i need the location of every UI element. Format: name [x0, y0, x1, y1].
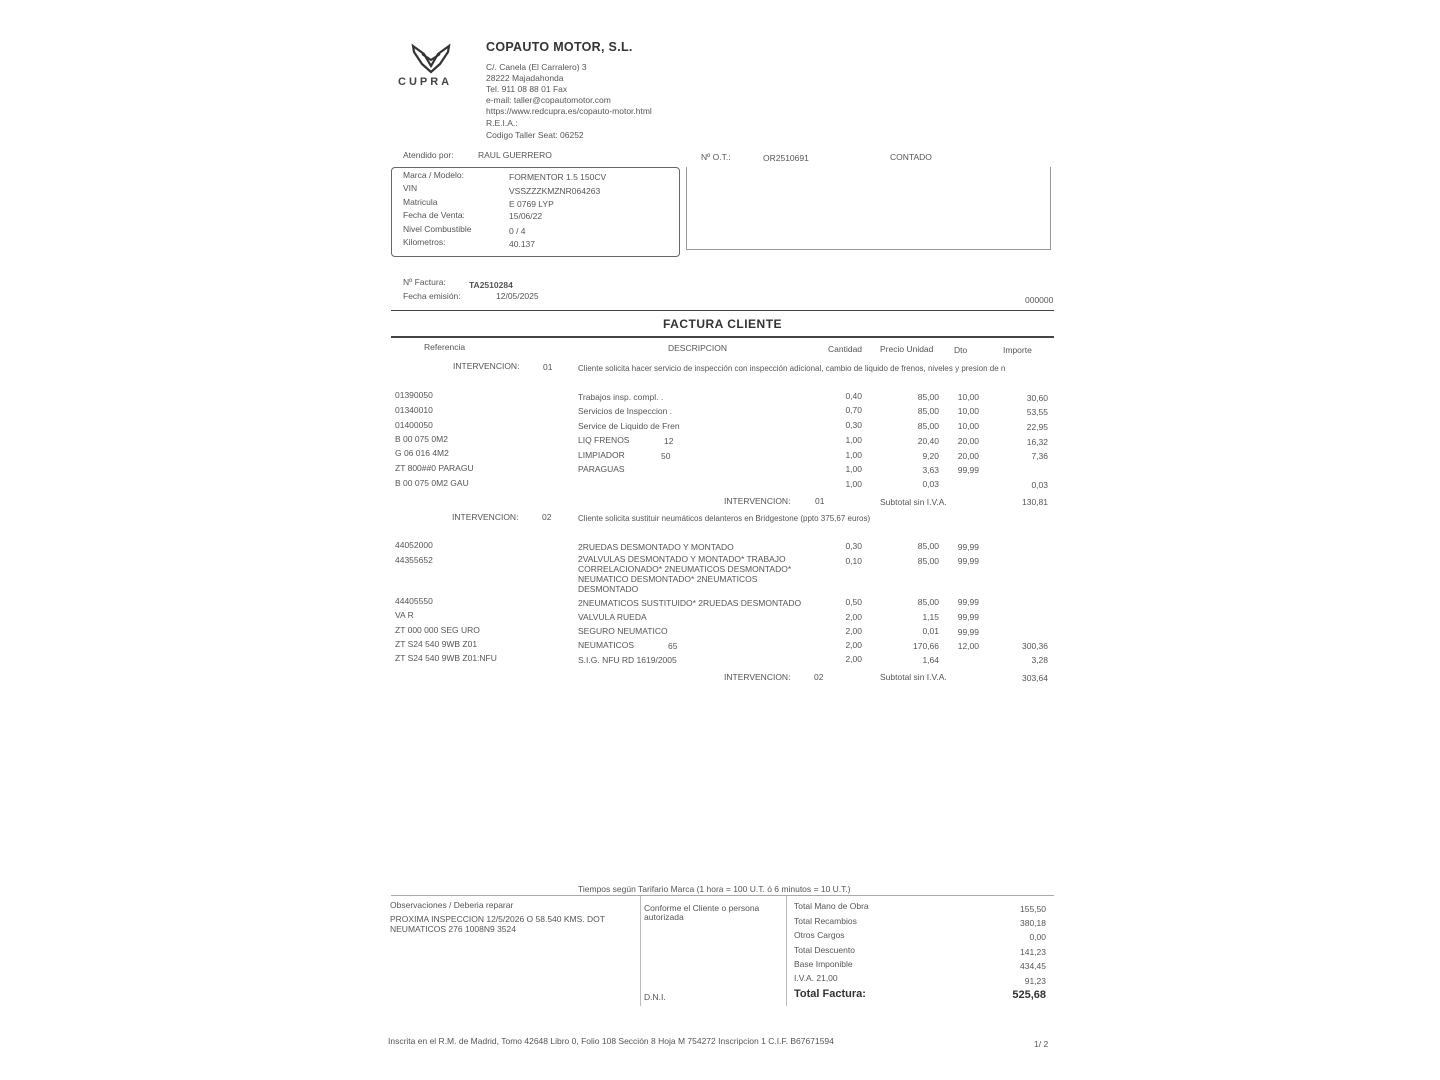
row-desc: S.I.G. NFU RD 1619/2005	[578, 655, 677, 665]
row-qty: 1,00	[845, 435, 862, 445]
total-label: Otros Cargos	[794, 930, 845, 940]
page-number: 1/ 2	[1034, 1039, 1049, 1049]
row-extra: 50	[661, 451, 671, 461]
order-value: OR2510691	[763, 153, 809, 163]
row-price: 85,00	[917, 597, 939, 607]
row-desc: VALVULA RUEDA	[578, 612, 647, 622]
company-line: e-mail: taller@copautomotor.com	[486, 95, 611, 105]
row-desc: PARAGUAS	[578, 464, 625, 474]
row-disc: 99,99	[957, 612, 979, 622]
row-ref: 01390050	[395, 390, 433, 400]
total-value: 434,45	[1020, 961, 1046, 971]
row-extra: 12	[664, 436, 674, 446]
subtotal-intervention-label: INTERVENCION:	[724, 496, 791, 506]
row-qty: 1,00	[845, 450, 862, 460]
footer-top-rule	[391, 895, 1054, 896]
company-line: R.E.I.A.:	[486, 118, 518, 128]
row-disc: 10,00	[957, 392, 979, 402]
subtotal-intervention-label: INTERVENCION:	[724, 672, 791, 682]
invoice-date-label: Fecha emisión:	[403, 291, 461, 301]
row-price: 9,20	[922, 451, 939, 461]
invoice-number: TA2510284	[469, 280, 513, 290]
row-amount: 300,36	[1022, 641, 1048, 651]
row-ref: 01400050	[395, 420, 433, 430]
row-amount: 53,55	[1026, 407, 1048, 417]
vehicle-value: 0 / 4	[509, 226, 526, 236]
row-disc: 99,99	[957, 627, 979, 637]
row-amount: 22,95	[1026, 422, 1048, 432]
row-disc: 99,99	[957, 556, 979, 566]
row-qty: 0,30	[845, 541, 862, 551]
row-qty: 1,00	[845, 479, 862, 489]
row-price: 85,00	[917, 406, 939, 416]
vehicle-value: FORMENTOR 1.5 150CV	[509, 172, 607, 182]
title-bottom-rule	[391, 336, 1054, 338]
company-line: Tel. 911 08 88 01 Fax	[486, 84, 568, 94]
row-price: 85,00	[917, 421, 939, 431]
cupra-logo-icon	[396, 42, 466, 74]
legal-footer: Inscrita en el R.M. de Madrid, Tomo 42648 Libro 0, Folio 108 Sección 8 Hoja M 754272 Inscripcion 1 C.I.F. B67671594	[388, 1036, 834, 1046]
row-desc: Trabajos insp. compl. .	[578, 392, 664, 402]
row-extra: 65	[668, 641, 678, 651]
company-name: COPAUTO MOTOR, S.L.	[486, 40, 633, 54]
intervention-label: INTERVENCION:	[453, 361, 520, 371]
row-price: 170,66	[913, 641, 939, 651]
header-ref: Referencia	[424, 342, 466, 352]
total-label: Total Mano de Obra	[794, 901, 869, 911]
row-ref: 01340010	[395, 405, 433, 415]
header-desc: DESCRIPCION	[668, 343, 728, 353]
conformity-line: autorizada	[644, 912, 684, 922]
row-qty: 0,30	[845, 420, 862, 430]
header-price: Precio Unidad	[880, 344, 934, 354]
subtotal-label: Subtotal sin I.V.A.	[880, 672, 947, 682]
payment-type: CONTADO	[890, 152, 932, 162]
row-ref: ZT S24 540 9WB Z01	[395, 639, 478, 649]
order-label: Nº O.T.:	[701, 152, 731, 162]
vehicle-label: Marca / Modelo:	[403, 170, 464, 180]
subtotal-value: 130,81	[1022, 497, 1048, 507]
row-ref: ZT 000 000 SEG URO	[395, 625, 480, 635]
row-price: 0,01	[922, 626, 939, 636]
total-value: 141,23	[1020, 947, 1046, 957]
row-price: 85,00	[917, 556, 939, 566]
company-line: 28222 Majadahonda	[486, 73, 564, 83]
client-box	[686, 167, 1051, 250]
row-price: 20,40	[917, 436, 939, 446]
intervention-number: 01	[543, 362, 553, 372]
vehicle-value: VSSZZZKMZNR064263	[509, 186, 601, 196]
dni-label: D.N.I.	[644, 992, 666, 1002]
row-amount: 3,28	[1031, 655, 1048, 665]
row-amount: 0,03	[1031, 480, 1048, 490]
row-ref: ZT S24 540 9WB Z01:NFU	[395, 653, 497, 663]
company-line: C/. Canela (El Carralero) 3	[486, 62, 587, 72]
row-price: 1,64	[922, 655, 939, 665]
row-amount: 30,60	[1026, 393, 1048, 403]
vehicle-value: 15/06/22	[509, 211, 543, 221]
row-desc: NEUMATICOS	[578, 640, 635, 650]
total-value: 380,18	[1020, 918, 1046, 928]
row-qty: 2,00	[845, 654, 862, 664]
attended-value: RAUL GUERRERO	[478, 150, 552, 160]
conformity-line: Conforme el Cliente o persona	[644, 903, 760, 913]
total-value: 155,50	[1020, 904, 1046, 914]
subtotal-label: Subtotal sin I.V.A.	[880, 497, 947, 507]
total-label: Total Descuento	[794, 945, 855, 955]
vehicle-label: Matricula	[403, 197, 438, 207]
row-desc: Service de Liquido de Fren	[578, 421, 680, 431]
row-qty: 0,70	[845, 405, 862, 415]
row-ref: 44052000	[395, 540, 433, 550]
tariff-note: Tiempos según Tarifario Marca (1 hora = 100 U.T. ó 6 minutos = 10 U.T.)	[578, 884, 851, 894]
row-disc: 20,00	[957, 436, 979, 446]
row-desc: 2NEUMATICOS SUSTITUIDO* 2RUEDAS DESMONTADO	[578, 598, 802, 608]
total-value: 0,00	[1029, 932, 1046, 942]
title-top-rule	[391, 310, 1054, 311]
row-qty: 0,40	[845, 391, 862, 401]
row-qty: 1,00	[845, 464, 862, 474]
row-price: 0,03	[922, 479, 939, 489]
row-disc: 99,99	[957, 542, 979, 552]
row-price: 3,63	[922, 465, 939, 475]
row-qty: 2,00	[845, 626, 862, 636]
row-disc: 20,00	[957, 451, 979, 461]
vehicle-label: Kilometros:	[403, 237, 446, 247]
total-value: 91,23	[1024, 976, 1046, 986]
invoice-date: 12/05/2025	[496, 291, 539, 301]
grand-total-label: Total Factura:	[794, 988, 866, 1000]
total-label: Base Imponible	[794, 959, 853, 969]
row-disc: 10,00	[957, 421, 979, 431]
vehicle-label: VIN	[403, 183, 418, 193]
header-qty: Cantidad	[828, 344, 863, 354]
row-qty: 0,10	[845, 556, 862, 566]
company-line: Codigo Taller Seat: 06252	[486, 130, 584, 140]
row-desc: 2VALVULAS DESMONTADO Y MONTADO* TRABAJO CORRELACIONADO* 2NEUMATICOS DESMONTADO* NEUMATICO DESMONTADO* 2NEUMATICOS DESMONTADO	[578, 554, 792, 594]
total-label: Total Recambios	[794, 916, 857, 926]
company-line: https://www.redcupra.es/copauto-motor.html	[486, 106, 652, 116]
header-disc: Dto	[954, 345, 968, 355]
logo-brand-text: CUPRA	[398, 76, 453, 88]
row-ref: G 06 016 4M2	[395, 448, 449, 458]
cupra-logo	[396, 42, 466, 90]
row-desc: 2RUEDAS DESMONTADO Y MONTADO	[578, 542, 734, 552]
intervention-description: Cliente solicita hacer servicio de inspección con inspección adicional, cambio de liquido de frenos, niveles y presion de n	[578, 364, 1006, 373]
row-amount: 7,36	[1031, 451, 1048, 461]
subtotal-value: 303,64	[1022, 673, 1048, 683]
row-desc: LIQ FRENOS	[578, 435, 630, 445]
intervention-label: INTERVENCION:	[452, 512, 519, 522]
row-ref: B 00 075 0M2	[395, 434, 448, 444]
vehicle-value: E 0769 LYP	[509, 199, 554, 209]
row-ref: 44355652	[395, 555, 433, 565]
row-price: 85,00	[917, 541, 939, 551]
row-price: 85,00	[917, 392, 939, 402]
vehicle-label: Fecha de Venta:	[403, 210, 465, 220]
row-ref: ZT 800##0 PARAGU	[395, 463, 474, 473]
row-qty: 0,50	[845, 597, 862, 607]
row-qty: 2,00	[845, 640, 862, 650]
row-desc: SEGURO NEUMATICO	[578, 626, 668, 636]
observations-line: NEUMATICOS 276 1008N9 3524	[390, 924, 516, 934]
row-disc: 99,99	[957, 597, 979, 607]
row-ref: B 00 075 0M2 GAU	[395, 478, 469, 488]
footer-divider-2	[786, 896, 787, 1006]
subtotal-intervention-number: 02	[814, 672, 824, 682]
subtotal-intervention-number: 01	[815, 496, 825, 506]
row-qty: 2,00	[845, 612, 862, 622]
header-amount: Importe	[1003, 345, 1032, 355]
vehicle-value: 40.137	[509, 239, 535, 249]
invoice-code: 000000	[1025, 295, 1054, 305]
intervention-description: Cliente solicita sustituir neumáticos delanteros en Bridgestone (ppto 375,67 euros)	[578, 514, 871, 523]
row-ref: VA R	[395, 610, 414, 620]
invoice-title: FACTURA CLIENTE	[663, 317, 783, 331]
intervention-number: 02	[542, 512, 552, 522]
row-ref: 44405550	[395, 596, 433, 606]
grand-total-value: 525,68	[1012, 989, 1046, 1001]
row-disc: 10,00	[957, 406, 979, 416]
observations-label: Observaciones / Deberia reparar	[390, 900, 514, 910]
row-price: 1,15	[922, 612, 939, 622]
row-desc: Servicios de Inspeccion .	[578, 406, 673, 416]
row-amount: 16,32	[1026, 437, 1048, 447]
footer-divider-1	[640, 896, 641, 1006]
row-disc: 99,99	[957, 465, 979, 475]
invoice-number-label: Nº Factura:	[403, 277, 446, 287]
row-disc: 12,00	[957, 641, 979, 651]
row-desc: LIMPIADOR	[578, 450, 625, 460]
total-label: I.V.A. 21,00	[794, 973, 838, 983]
vehicle-label: Nivel Combustible	[403, 224, 472, 234]
observations-line: PROXIMA INSPECCION 12/5/2026 O 58.540 KMS. DOT	[390, 914, 605, 924]
attended-label: Atendido por:	[403, 150, 454, 160]
